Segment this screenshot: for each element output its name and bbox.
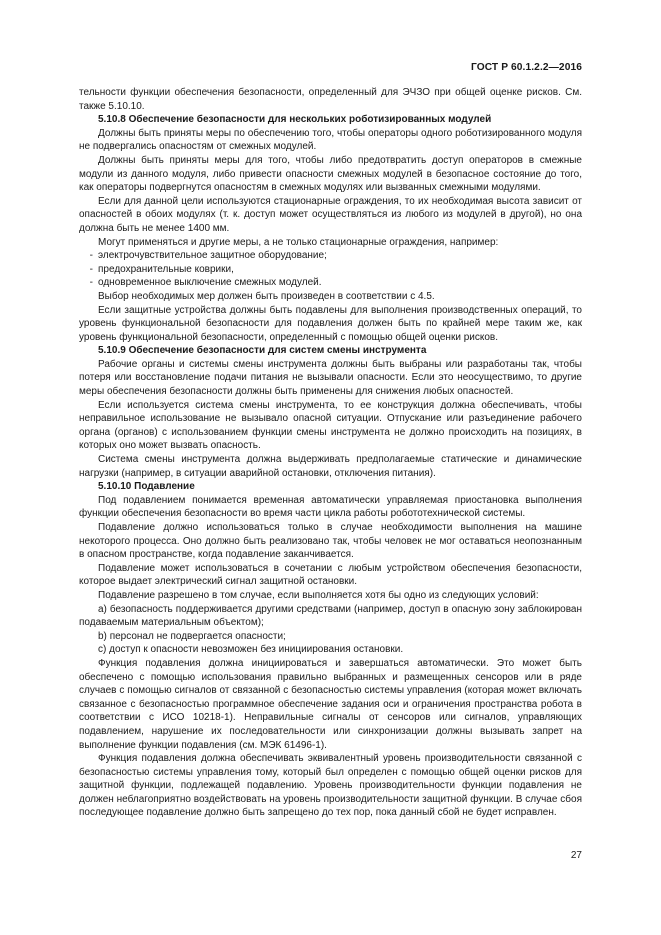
list-marker: a) (98, 603, 107, 615)
paragraph: Если защитные устройства должны быть подавлены для выполнения производственных операций, то уровень функциональной безопасности для подавления должен быть по крайней мере таким же, как уровень функциональной безопасности, определенный с помощью общей оценки рисков. (79, 304, 582, 343)
paragraph: Система смены инструмента должна выдерживать предполагаемые статические и динамические нагрузки (например, в ситуации аварийной остановки, отключения питания). (79, 454, 582, 479)
list-marker: - (89, 263, 93, 275)
list-item-text: электрочувствительное защитное оборудование; (98, 250, 327, 262)
list-item-text: доступ к опасности невозможен без инициирования остановки. (109, 644, 404, 656)
page-number: 27 (570, 850, 582, 861)
list-marker: b) (98, 630, 107, 642)
section-heading-5-10-10: 5.10.10 Подавление (98, 481, 195, 493)
section-heading-5-10-8: 5.10.8 Обеспечение безопасности для нескольких роботизированных модулей (98, 114, 492, 126)
paragraph: Под подавлением понимается временная автоматически управляемая приостановка выполнения функции обеспечения безопасности во время части цикла работы робототехнической системы. (79, 494, 582, 520)
list-marker: - (89, 277, 93, 289)
list-item (79, 276, 582, 290)
paragraph: Если для данной цели используются стационарные ограждения, то их необходимая высота зависит от опасностей в обоих модулях (т. к. доступ может осуществляться из любого из модулей в другой), но она должна быть не менее 1400 мм. (79, 195, 582, 234)
list-item-text: персонал не подвергается опасности; (109, 630, 286, 642)
list-marker: c) (98, 644, 107, 656)
paragraph: Могут применяться и другие меры, а не только стационарные ограждения, например: (98, 236, 499, 248)
paragraph: Подавление разрешено в том случае, если выполняется хотя бы одно из следующих условий: (98, 589, 539, 601)
list-item (79, 643, 582, 657)
paragraph: Рабочие органы и системы смены инструмента должны быть выбраны или разработаны так, чтобы потеря или восстановление подачи питания не вызывали опасности. Если это неосуществимо, то другие меры обеспечения безопасности должны быть применены для снижения любых опасностей. (79, 358, 582, 398)
section-heading-5-10-9: 5.10.9 Обеспечение безопасности для систем смены инструмента (98, 345, 427, 357)
paragraph: Выбор необходимых мер должен быть произведен в соответствии с 4.5. (98, 290, 435, 302)
paragraph: Должны быть приняты меры по обеспечению того, чтобы операторы одного роботизированного модуля не подвергались опасностям от смежных модулей. (79, 127, 582, 153)
document-code-header: ГОСТ Р 60.1.2.2—2016 (470, 62, 582, 73)
list-item (79, 249, 582, 263)
paragraph: Должны быть приняты меры для того, чтобы либо предотвратить доступ операторов в смежные модули из данного модуля, либо привести опасности смежных модулей в безопасное состояние до того, как операторы подвергнутся опасностям в смежных модулях или вызванных смежными модулями. (79, 154, 582, 194)
document-body (79, 86, 582, 820)
list-item (79, 603, 582, 630)
paragraph: Функция подавления должна инициироваться и завершаться автоматически. Это может быть обеспечено с помощью использования правильно выбранных и размещенных сенсоров или в ряде случаев с помощью сигналов от связанной с безопасностью системы управления (которая может включать связанное с безопасностью программное обеспечение задания оси и ограничения пространства робота в соответствии с ИСО 10218-1). Неправильные сигналы от сенсоров или сигналов, управляющих подавлением, нарушение их последовательности или синхронизации должны вызывать запрет на выполнение функции подавления (см. МЭК 61496-1). (79, 657, 582, 751)
list-item (79, 263, 582, 277)
paragraph: Если используется система смены инструмента, то ее конструкция должна обеспечивать, чтобы неправильное использование не вызывало опасной ситуации. Отпускание или разъединение рабочего органа (органов) с использованием функции смены инструмента не должно происходить на позициях, в которых оно может вызвать опасность. (79, 399, 582, 452)
paragraph: Подавление должно использоваться только в случае необходимости выполнения на машине некоторого процесса. Оно должно быть реализовано так, чтобы человек не мог оставаться неопознанным в опасном пространстве, когда подавление заканчивается. (79, 522, 582, 561)
paragraph-continuation: тельности функции обеспечения безопасности, определенный для ЭЧЗО при общей оценке рисков. См. также 5.10.10. (79, 87, 582, 112)
paragraph: Функция подавления должна обеспечивать эквивалентный уровень производительности связанной с безопасностью системы управления тому, который был определен с помощью общей оценки рисков для защитной функции, подлежащей подавлению. Уровень производительности функции подавления не должен неблагоприятно воздействовать на уровень производительности защитной функции. В случае сбоя последующее подавление должно быть запрещено до тех пор, пока данный сбой не будет исправлен. (79, 753, 582, 819)
list-item-text: предохранительные коврики, (98, 263, 234, 275)
list-item (79, 630, 582, 644)
paragraph: Подавление может использоваться в сочетании с любым устройством обеспечения безопасности, которое выдает электрический сигнал защитной остановки. (79, 562, 582, 588)
list-marker: - (89, 250, 93, 262)
list-item-text: одновременное выключение смежных модулей. (98, 277, 322, 289)
list-item-text: безопасность поддерживается другими средствами (например, доступ в опасную зону заблокирован подаваемым материальным объектом); (79, 603, 583, 629)
